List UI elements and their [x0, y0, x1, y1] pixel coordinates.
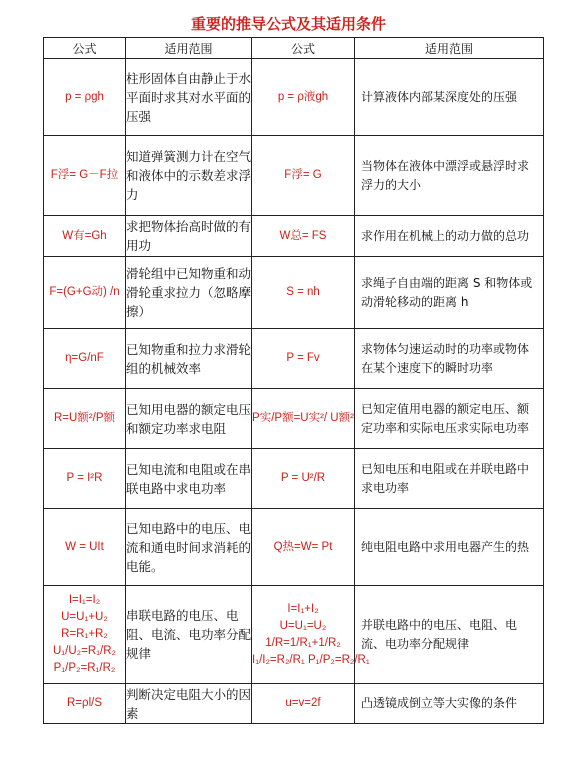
formula-text: F浮= G－F拉: [50, 169, 119, 181]
scope-cell: 当物体在液体中漂浮或悬浮时求浮力的大小: [355, 136, 544, 216]
formula-text: R=R₁+R₂: [61, 628, 108, 640]
formula-cell: [252, 509, 355, 586]
formula-cell: [44, 586, 126, 684]
formula-text: 1/R=1/R₁+1/R₂: [265, 636, 341, 649]
formula-cell: [44, 59, 126, 136]
scope-cell: 计算液体内部某深度处的压强: [355, 59, 544, 136]
formula-text: u=v=2f: [285, 697, 321, 709]
table-row: [44, 216, 544, 257]
table-row: [44, 509, 544, 586]
table-row: [44, 136, 544, 216]
formula-text: S = nh: [286, 286, 320, 298]
header-scope-1: 适用范围: [126, 38, 252, 59]
table-row: [44, 586, 544, 684]
header-formula-2: 公式: [252, 38, 355, 59]
formula-cell: [252, 216, 355, 257]
formula-cell: [44, 216, 126, 257]
formula-cell: [252, 389, 355, 449]
scope-cell: 求物体匀速运动时的功率或物体在某个速度下的瞬时功率: [355, 329, 544, 389]
formula-text: R=ρl/S: [67, 697, 102, 709]
table-row: [44, 684, 544, 724]
scope-cell: 已知物重和拉力求滑轮组的机械效率: [126, 329, 252, 389]
formula-cell: [44, 257, 126, 329]
table-row: [44, 389, 544, 449]
scope-cell: 凸透镜成倒立等大实像的条件: [355, 684, 544, 724]
scope-cell: 已知电流和电阻或在串联电路中求电功率: [126, 449, 252, 509]
formula-table: [43, 37, 544, 724]
page-title: 重要的推导公式及其适用条件: [190, 15, 386, 33]
formula-cell: [252, 329, 355, 389]
scope-cell: 已知电路中的电压、电流和通电时间求消耗的电能。: [126, 509, 252, 586]
formula-text: U=U₁=U₂: [279, 619, 327, 632]
scope-cell: 纯电阻电路中求用电器产生的热: [355, 509, 544, 586]
table-body: [44, 59, 544, 724]
formula-text: W = UIt: [65, 540, 104, 553]
formula-cell: [44, 684, 126, 724]
formula-text: P = I²R: [66, 472, 103, 484]
formula-cell: [44, 509, 126, 586]
formula-text: U₁/U₂=R₁/R₂: [52, 645, 116, 657]
formula-cell: [252, 136, 355, 216]
scope-cell: 串联电路的电压、电阻、电流、电功率分配规律: [126, 586, 252, 684]
formula-text: U=U₁+U₂: [61, 611, 108, 623]
formula-text: R=U额²/P额: [53, 412, 116, 424]
formula-text: P实/P额=U实²/ U额²: [252, 412, 354, 424]
scope-cell: 求绳子自由端的距离 S 和物体或动滑轮移动的距离 h: [355, 257, 544, 329]
scope-cell: 已知用电器的额定电压和额定功率求电阻: [126, 389, 252, 449]
scope-cell: 已知定值用电器的额定电压、额定功率和实际电压求实际电功率: [355, 389, 544, 449]
formula-text: P = U²/R: [280, 472, 326, 484]
table-row: [44, 257, 544, 329]
formula-cell: [252, 449, 355, 509]
formula-text: I=I₁=I₂: [68, 594, 101, 606]
scope-cell: 判断决定电阻大小的因素: [126, 684, 252, 724]
scope-cell: 滑轮组中已知物重和动滑轮重求拉力（忽略摩擦）: [126, 257, 252, 329]
formula-cell: [44, 389, 126, 449]
table-header-row: [44, 38, 544, 59]
formula-cell: [252, 257, 355, 329]
scope-cell: 知道弹簧测力计在空气和液体中的示数差求浮力: [126, 136, 252, 216]
formula-cell: [44, 449, 126, 509]
header-scope-2: 适用范围: [355, 38, 544, 59]
formula-cell: [44, 136, 126, 216]
scope-cell: 求把物体抬高时做的有用功: [126, 216, 252, 257]
formula-cell: [44, 329, 126, 389]
formula-text: Q热=W= Pt: [273, 540, 333, 553]
scope-cell: 并联电路中的电压、电阻、电流、电功率分配规律: [355, 586, 544, 684]
formula-cell: [252, 684, 355, 724]
formula-text: η=G/nF: [65, 352, 104, 364]
formula-text: F=(G+G动) /n: [49, 286, 120, 298]
formula-text: I=I₁+I₂: [287, 602, 319, 615]
table-row: [44, 329, 544, 389]
formula-text: F浮= G: [284, 169, 322, 181]
scope-cell: 已知电压和电阻或在并联电路中求电功率: [355, 449, 544, 509]
formula-text: I₁/I₂=R₂/R₁ P₁/P₂=R₂/R₁: [252, 653, 370, 666]
formula-cell: [252, 59, 355, 136]
formula-text: P₁/P₂=R₁/R₂: [53, 662, 116, 674]
table-row: [44, 449, 544, 509]
formula-text: p = ρgh: [65, 90, 104, 103]
header-formula-1: 公式: [44, 38, 126, 59]
formula-text: P = Fv: [286, 352, 320, 364]
formula-text: p = ρ液gh: [277, 90, 329, 103]
formula-text: W有=Gh: [62, 229, 107, 242]
scope-cell: 柱形固体自由静止于水平面时求其对水平面的压强: [126, 59, 252, 136]
formula-text: W总= FS: [279, 229, 327, 242]
table-row: [44, 59, 544, 136]
formula-cell: [252, 586, 370, 684]
scope-cell: 求作用在机械上的动力做的总功: [355, 216, 544, 257]
